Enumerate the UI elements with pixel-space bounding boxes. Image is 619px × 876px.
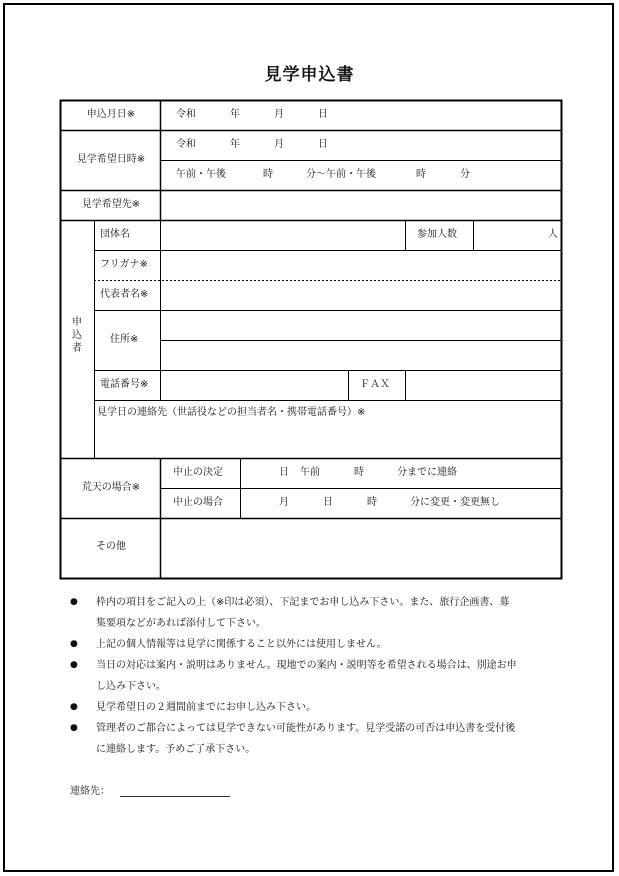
cancel-decision-label: 中止の決定 — [173, 467, 223, 478]
visit-date-era: 令和 — [176, 139, 196, 150]
representative-label: 代表者名※ — [100, 289, 149, 300]
cancel-decision-hour: 時 — [354, 467, 364, 478]
cancel-case-label: 中止の場合 — [173, 497, 223, 508]
note-item: ● 当日の対応は案内・説明はありません。現地での案内・説明等を希望される場合は、別途お申 し込み下さい。 — [70, 655, 560, 697]
visit-datetime-label: 見学希望日時※ — [76, 154, 146, 165]
group-name-field[interactable] — [161, 221, 405, 250]
application-date-year: 年 — [230, 109, 240, 120]
visit-time-minute-end: 分 — [460, 169, 470, 180]
visit-time-ampm-start: 午前・午後 — [176, 169, 226, 180]
notes-list — [70, 592, 560, 760]
cancel-case-tail: 分に変更・変更無し — [410, 497, 500, 508]
contact-blank[interactable] — [120, 786, 230, 797]
cancel-decision-tail: 分までに連絡 — [397, 467, 457, 478]
cancel-decision-ampm: 午前 — [300, 467, 320, 478]
furigana-label: フリガナ※ — [100, 259, 148, 270]
visit-date-day: 日 — [318, 139, 328, 150]
applicant-section-label: 申 込 者 — [72, 317, 82, 354]
cancel-case-day: 日 — [323, 497, 333, 508]
note-item: ● 管理者のご都合によっては見学できない可能性があります。見学受諾の可否は申込書を受付後 に連絡します。予めご了承下さい。 — [70, 718, 560, 760]
contact-label: 連絡先： — [70, 786, 110, 797]
phone-label: 電話番号※ — [100, 379, 149, 390]
application-date-day: 日 — [318, 109, 328, 120]
application-date-month: 月 — [274, 109, 284, 120]
other-field[interactable] — [161, 519, 561, 577]
visit-date-year: 年 — [230, 139, 240, 150]
visit-place-field[interactable] — [161, 191, 561, 220]
address-label: 住所※ — [110, 334, 139, 345]
cancel-case-month: 月 — [279, 497, 289, 508]
visit-place-label: 見学希望先※ — [81, 199, 141, 210]
form-title: 見学申込書 — [264, 65, 355, 85]
note-item: ● 上記の個人情報等は見学に関係すること以外には使用しません。 — [70, 634, 560, 655]
visit-time-hour-start: 時 — [263, 169, 273, 180]
note-item: ● 枠内の項目をご記入の上（※印は必須）、下記までお申し込み下さい。また、旅行企画書、募 集要項などがあれば添付して下さい。 — [70, 592, 560, 634]
cancel-decision-day: 日 — [279, 467, 289, 478]
visit-date-month: 月 — [274, 139, 284, 150]
fax-label: ＦＡＸ — [360, 379, 390, 390]
participants-label: 参加人数 — [417, 229, 457, 240]
application-date-era: 令和 — [176, 109, 196, 120]
visit-time-minute-start: 分〜午前・午後 — [306, 169, 376, 180]
note-item: ● 見学希望日の２週間前までにお申し込み下さい。 — [70, 697, 560, 718]
group-name-label: 団体名 — [100, 229, 130, 240]
contact-on-day-label: 見学日の連絡先（世話役などの担当者名・携帯電話番号）※ — [97, 407, 366, 418]
contact-line — [70, 782, 230, 797]
cancel-case-hour: 時 — [367, 497, 377, 508]
other-label: その他 — [96, 541, 126, 552]
application-date-label: 申込月日※ — [86, 109, 136, 120]
bad-weather-label: 荒天の場合※ — [81, 482, 141, 493]
visit-time-hour-end: 時 — [416, 169, 426, 180]
people-unit: 人 — [548, 229, 558, 240]
